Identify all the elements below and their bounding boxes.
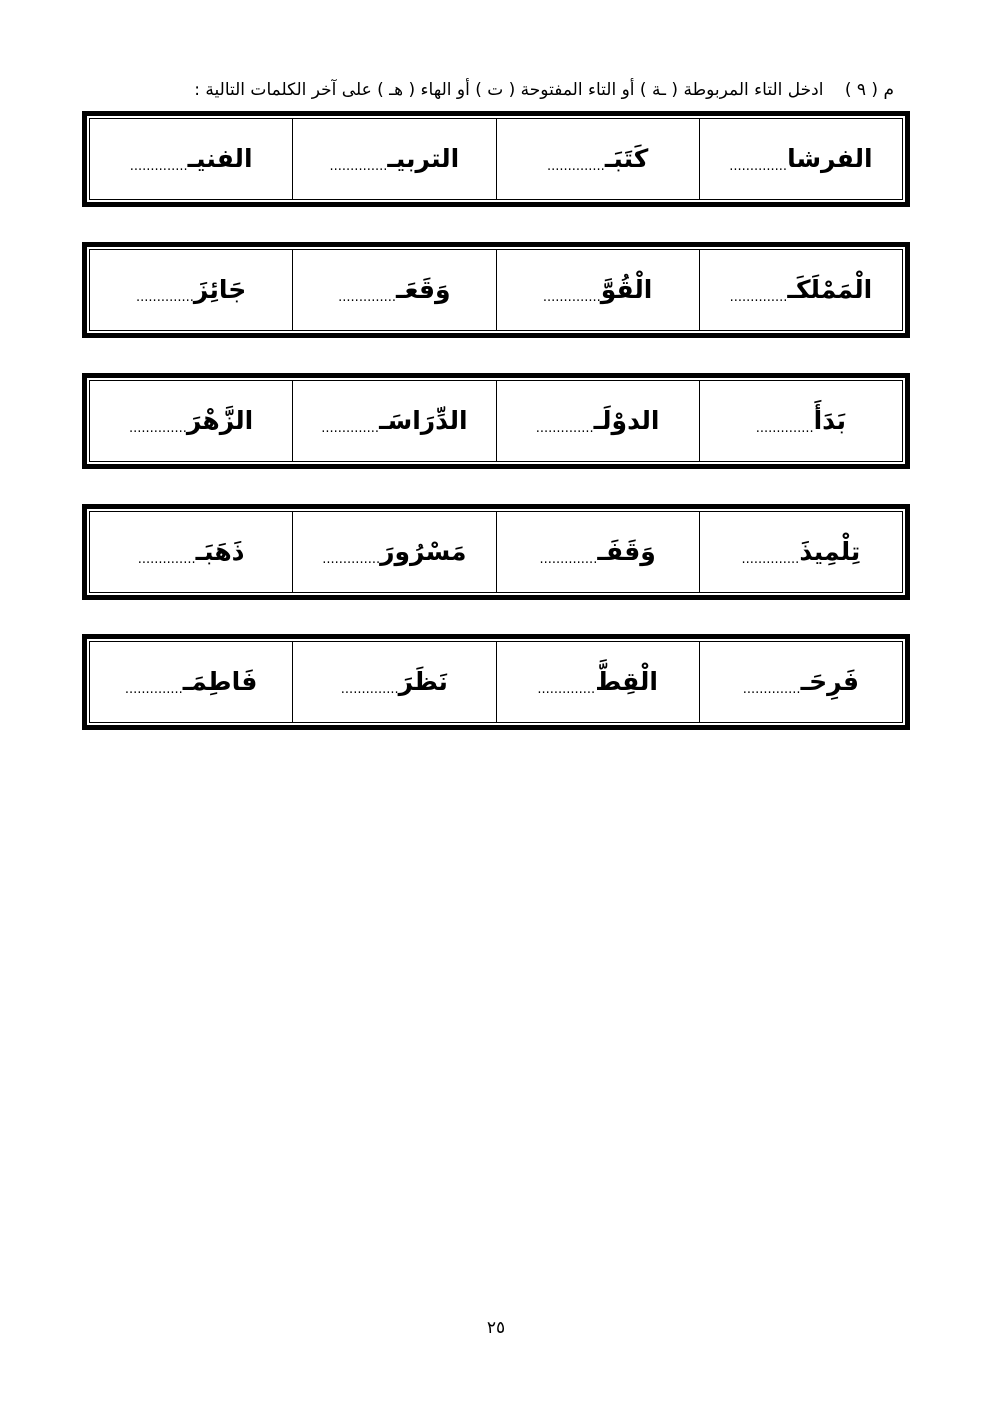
word: الْمَمْلَكَـ [787,275,873,304]
page-number: ٢٥ [486,1318,506,1338]
exercise-instruction [84,76,894,104]
word: بَدَأَ [813,406,847,435]
word: تِلْمِيذَ [799,537,861,566]
blank-dots: .............. [537,681,596,697]
word: الْقُوَّ [600,275,653,304]
word-cell[interactable] [699,512,902,592]
word-cell[interactable] [699,250,902,330]
word-cell[interactable] [699,381,902,461]
word: فَاطِمَـ [182,667,258,696]
blank-dots: .............. [338,289,397,305]
word: الْقِطَّ [595,667,658,696]
word: الزَّهْرَ [186,406,254,435]
blank-dots: .............. [124,681,183,697]
word-cell[interactable] [90,512,292,592]
blank-dots: .............. [129,158,188,174]
word-cell[interactable] [496,512,699,592]
word: وَقَعَـ [396,275,451,304]
word: الدِّرَاسَـ [379,406,468,435]
word-cell[interactable] [90,642,292,722]
blank-dots: .............. [542,289,601,305]
blank-dots: .............. [539,551,598,567]
word-cell[interactable] [292,512,495,592]
word-cell[interactable] [292,250,495,330]
blank-dots: .............. [729,289,788,305]
word-cell[interactable] [496,381,699,461]
word-cell[interactable] [699,119,902,199]
word-table-4 [82,504,910,600]
word: ذَهَبَـ [195,537,245,566]
word: التربيـ [387,144,460,173]
blank-dots: .............. [729,158,788,174]
word-cell[interactable] [496,119,699,199]
blank-dots: .............. [742,681,801,697]
word: الفنيـ [187,144,253,173]
word-table-3 [82,373,910,469]
word-cell[interactable] [292,119,495,199]
word: الفرشا [787,144,873,173]
blank-dots: .............. [322,551,381,567]
blank-dots: .............. [755,420,814,436]
blank-dots: .............. [329,158,388,174]
word-table-1 [82,111,910,207]
blank-dots: .............. [546,158,605,174]
word-cell[interactable] [699,642,902,722]
word-table-5 [82,634,910,730]
word: كَتَبَـ [604,144,649,173]
word: وَقَفَـ [597,537,656,566]
word-cell[interactable] [90,119,292,199]
word-cell[interactable] [496,642,699,722]
blank-dots: .............. [129,420,187,436]
word-cell[interactable] [496,250,699,330]
word: فَرِحَـ [800,667,860,696]
word: الدوْلَـ [593,406,660,435]
blank-dots: .............. [535,420,594,436]
word-cell[interactable] [292,642,495,722]
word: مَسْرُورَ [380,537,467,566]
blank-dots: .............. [321,420,380,436]
blank-dots: .............. [137,551,196,567]
blank-dots: .............. [741,551,800,567]
word-cell[interactable] [90,381,292,461]
word: جَائِزَ [193,275,247,304]
blank-dots: .............. [340,681,399,697]
word-cell[interactable] [292,381,495,461]
blank-dots: .............. [136,289,194,305]
instruction-text: ادخل التاء المربوطة ( ـة ) أو التاء المفتوحة ( ت ) أو الهاء ( هـ ) على آخر الكلمات التالية : [194,80,824,100]
word: نَظَرَ [398,667,448,696]
word-table-2 [82,242,910,338]
exercise-number: م ( ٩ ) [844,80,894,100]
word-cell[interactable] [90,250,292,330]
